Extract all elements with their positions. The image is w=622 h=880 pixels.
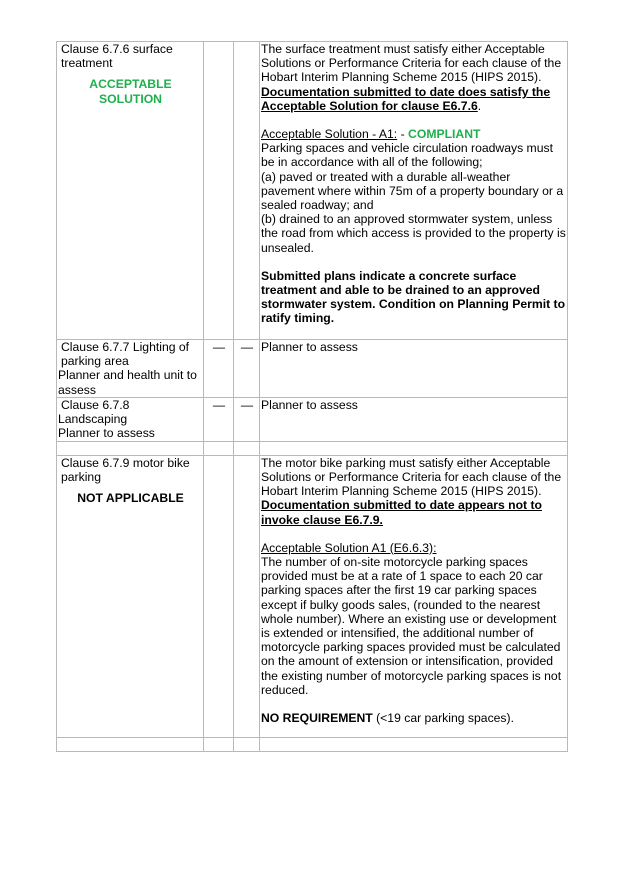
table-row [57,441,568,455]
status-line: ACCEPTABLE [89,77,172,92]
requirement-status: NO REQUIREMENT [261,711,373,726]
documentation-statement: Documentation submitted to date does satisfy the Acceptable Solution for clause E6.7.6 [261,84,551,113]
check-cell: — [234,340,260,398]
status-badge: NOT APPLICABLE [77,491,184,506]
check-cell: — [204,397,234,441]
comment-cell: Planner to assess [260,397,568,441]
check-cell [204,455,234,737]
comment-cell [260,42,568,340]
acceptable-solution-text: The number of on-site motorcycle parking spaces provided must be at a rate of 1 space to each 20 car parking spaces after the first 19 car parking spaces except if bulky goods sales, (rounded to the nearest whole number). Where an existing use or development is extended or intensified, the additional number of motorcycle parking spaces provided must be calculated on the amount of extension or intensification, provided the existing number of motorcycle parking spaces is not reduced. [261,555,562,697]
clause-label: Clause 6.7.9 motor bike parking [61,455,190,485]
acceptable-solution-heading: Acceptable Solution - A1: [261,127,398,142]
statement-end: . [477,98,482,113]
documentation-statement: Documentation submitted to date appears not to invoke clause E6.7.9. [261,498,543,527]
compliance-status: COMPLIANT [408,127,481,142]
acceptable-solution-text: Parking spaces and vehicle circulation roadways must be in accordance with all of the following; [261,141,553,170]
requirement-detail: (<19 car parking spaces). [372,711,514,726]
clause-label: Clause 6.7.7 Lighting of parking area [61,340,190,369]
intro-text: The motor bike parking must satisfy either Acceptable Solutions or Performance Criteria for each clause of the Hobart Interim Planning Scheme 2015 (HIPS 2015). [261,455,562,499]
table-row [57,737,568,751]
check-cell [234,455,260,737]
clause-cell [57,340,204,398]
separator: - [397,127,409,142]
table-row [57,397,568,441]
check-cell: — [234,397,260,441]
table-row [57,42,568,340]
status-line: SOLUTION [99,91,162,106]
assessment-conclusion: Submitted plans indicate a concrete surface treatment and able to be drained to an approved stormwater system. Condition on Planning Permit to ratify timing. [261,268,566,326]
check-cell [204,42,234,340]
clause-cell [57,397,204,441]
assessor-note: Planner and health unit to assess [58,368,197,397]
acceptable-solution-heading: Acceptable Solution A1 (E6.6.3): [261,540,437,555]
intro-text: The surface treatment must satisfy either Acceptable Solutions or Performance Criteria for each clause of the Hobart Interim Planning Scheme 2015 (HIPS 2015). [261,42,562,85]
clause-label: Clause 6.7.8 [61,397,130,412]
table-row [57,455,568,737]
assessor-note: Planner to assess [58,426,155,441]
check-cell: — [204,340,234,398]
clause-cell [57,455,204,737]
clause-label: Landscaping [58,412,128,427]
requirement-item-b: (b) drained to an approved stormwater system, unless the road from which access is provided to the property is unsealed. [261,212,566,255]
comment-cell: Planner to assess [260,340,568,398]
comment-cell [260,455,568,737]
clause-label: Clause 6.7.6 surface treatment [61,42,173,71]
table-row [57,340,568,398]
clause-cell [57,42,204,340]
planning-assessment-table [56,41,568,752]
requirement-item-a: (a) paved or treated with a durable all-weather pavement where within 75m of a property boundary or a sealed roadway; and [261,169,564,213]
check-cell [234,42,260,340]
status-badge [58,77,203,105]
